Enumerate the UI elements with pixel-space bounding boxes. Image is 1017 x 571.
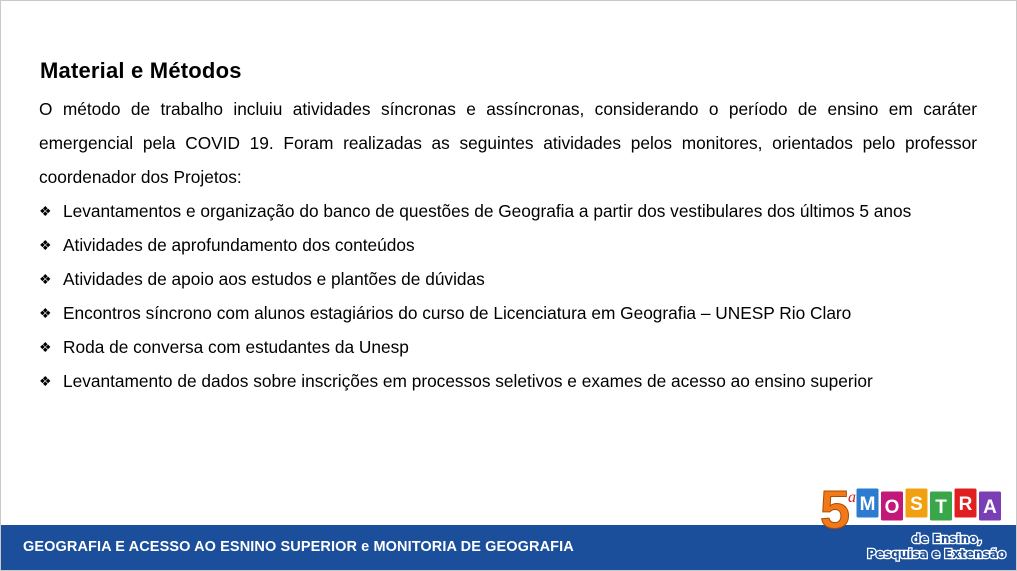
list-item: [39, 262, 977, 296]
diamond-bullet-icon: ❖: [39, 373, 52, 389]
mostra-logo: [818, 480, 1008, 564]
footer-title: GEOGRAFIA E ACESSO AO ESNINO SUPERIOR e MONITORIA DE GEOGRAFIA: [23, 539, 574, 555]
logo-letter: A: [983, 497, 997, 518]
diamond-bullet-icon: ❖: [39, 305, 52, 321]
list-item: [39, 330, 977, 364]
logo-letter: R: [958, 494, 973, 515]
list-item: [39, 228, 977, 262]
logo-subtitle-line1: de Ensino,: [911, 532, 982, 546]
logo-letter: T: [935, 497, 947, 518]
bullet-text: Levantamentos e organização do banco de questões de Geografia a partir dos vestibulares dos últimos 5 anos: [63, 201, 912, 221]
list-item: [39, 296, 977, 330]
intro-paragraph: O método de trabalho incluiu atividades síncronas e assíncronas, considerando o período de ensino em caráter emergencial pela COVID 19. Foram realizadas as seguintes atividades pelos monitores, orientados pelo professor coordenador dos Projetos:: [39, 99, 977, 187]
logo-number: 5: [820, 480, 851, 540]
bullet-text: Atividades de apoio aos estudos e plantões de dúvidas: [63, 269, 485, 289]
list-item: [39, 194, 977, 228]
logo-letter-tiles: [856, 488, 1002, 521]
logo-subtitle-line2: Pesquisa e Extensão: [867, 547, 1006, 561]
bullet-text: Roda de conversa com estudantes da Unesp: [63, 337, 409, 357]
logo-letter: M: [859, 494, 876, 515]
diamond-bullet-icon: ❖: [39, 271, 52, 287]
list-item: [39, 364, 977, 398]
diamond-bullet-icon: ❖: [39, 237, 52, 253]
logo-letter: S: [910, 494, 923, 515]
content-area: [39, 58, 977, 398]
logo-letter: O: [884, 497, 900, 518]
slide-title: Material e Métodos: [40, 58, 242, 83]
diamond-bullet-icon: ❖: [39, 203, 52, 219]
bullet-list: [39, 194, 977, 398]
logo-ordinal: a: [848, 489, 856, 506]
bullet-text: Encontros síncrono com alunos estagiários do curso de Licenciatura em Geografia – UNESP Rio Claro: [63, 303, 852, 323]
diamond-bullet-icon: ❖: [39, 339, 52, 355]
bullet-text: Atividades de aprofundamento dos conteúdos: [63, 235, 415, 255]
bullet-text: Levantamento de dados sobre inscrições em processos seletivos e exames de acesso ao ensino superior: [63, 371, 873, 391]
